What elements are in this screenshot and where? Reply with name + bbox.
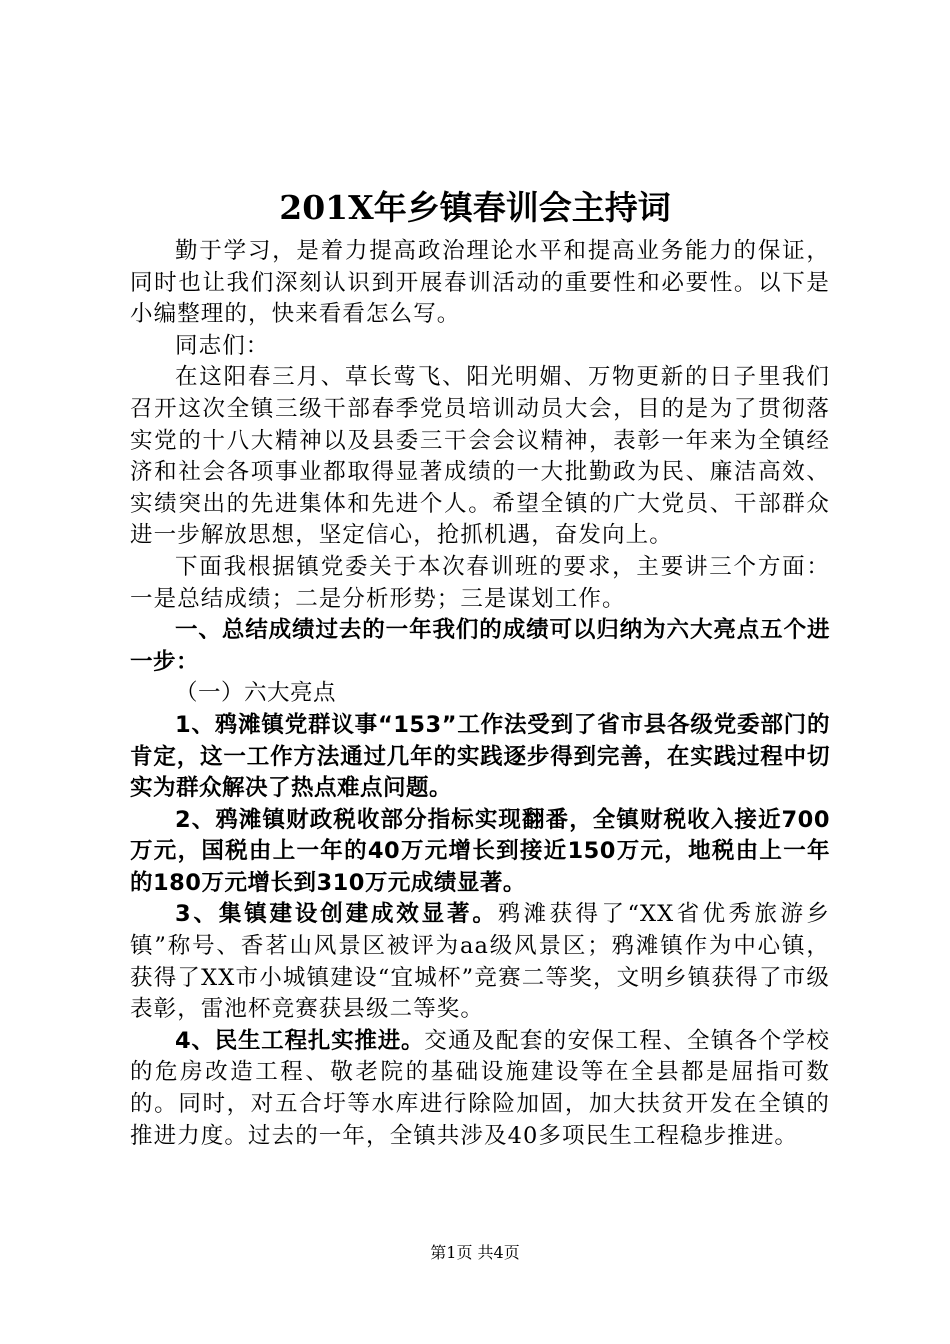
document-title: 201X年乡镇春训会主持词 <box>279 188 671 227</box>
page-number-footer: 第1页 共4页 <box>430 1243 520 1262</box>
item-paragraph-3 <box>130 899 830 1025</box>
item-3-text: 鸦滩获得了“XX省优秀旅游乡镇”称号、香茗山风景区被评为aa级风景区；鸦滩镇作为中心镇，获得了XX市小城镇建设“宜城杯”竞赛二等奖，文明乡镇获得了市级表彰，雷池杯竞赛获县级二等奖。 <box>130 901 830 1023</box>
item-paragraph-1: 1、鸦滩镇党群议事“153”工作法受到了省市县各级党委部门的肯定，这一工作方法通过几年的实践逐步得到完善，在实践过程中切实为群众解决了热点难点问题。 <box>130 711 830 802</box>
subsection-heading: （一）六大亮点 <box>175 680 337 707</box>
intro-paragraph: 勤于学习，是着力提高政治理论水平和提高业务能力的保证，同时也让我们深刻认识到开展春训活动的重要性和必要性。以下是小编整理的，快来看看怎么写。 <box>130 238 830 328</box>
item-paragraph-2: 2、鸦滩镇财政税收部分指标实现翻番，全镇财税收入接近700万元，国税由上一年的40万元增长到接近150万元，地税由上一年的180万元增长到310万元成绩显著。 <box>130 806 830 896</box>
item-4-text: 交通及配套的安保工程、全镇各个学校的危房改造工程、敬老院的基础设施建设等在全县都是屈指可数的。同时，对五合圩等水库进行除险加固，加大扶贫开发在全镇的推进力度。过去的一年，全镇共涉及40多项民生工程稳步推进。 <box>130 1027 831 1149</box>
item-paragraph-4 <box>130 1026 830 1152</box>
greeting-paragraph: 同志们： <box>175 332 270 359</box>
item-3-lead: 3、集镇建设创建成效显著。 <box>175 901 498 928</box>
opening-paragraph: 在这阳春三月、草长莺飞、阳光明媚、万物更新的日子里我们召开这次全镇三级干部春季党员培训动员大会，目的是为了贯彻落实党的十八大精神以及县委三干会会议精神，表彰一年来为全镇经济和社会各项事业都取得显著成绩的一大批勤政为民、廉洁高效、实绩突出的先进集体和先进个人。希望全镇的广大党员、干部群众进一步解放思想，坚定信心，抢抓机遇，奋发向上。 <box>130 364 830 549</box>
outline-paragraph: 下面我根据镇党委关于本次春训班的要求，主要讲三个方面：一是总结成绩；二是分析形势；三是谋划工作。 <box>130 553 830 612</box>
item-4-lead: 4、民生工程扎实推进。 <box>175 1027 425 1054</box>
document-body <box>130 236 830 1152</box>
section-heading: 一、总结成绩过去的一年我们的成绩可以归纳为六大亮点五个进一步： <box>130 617 830 675</box>
